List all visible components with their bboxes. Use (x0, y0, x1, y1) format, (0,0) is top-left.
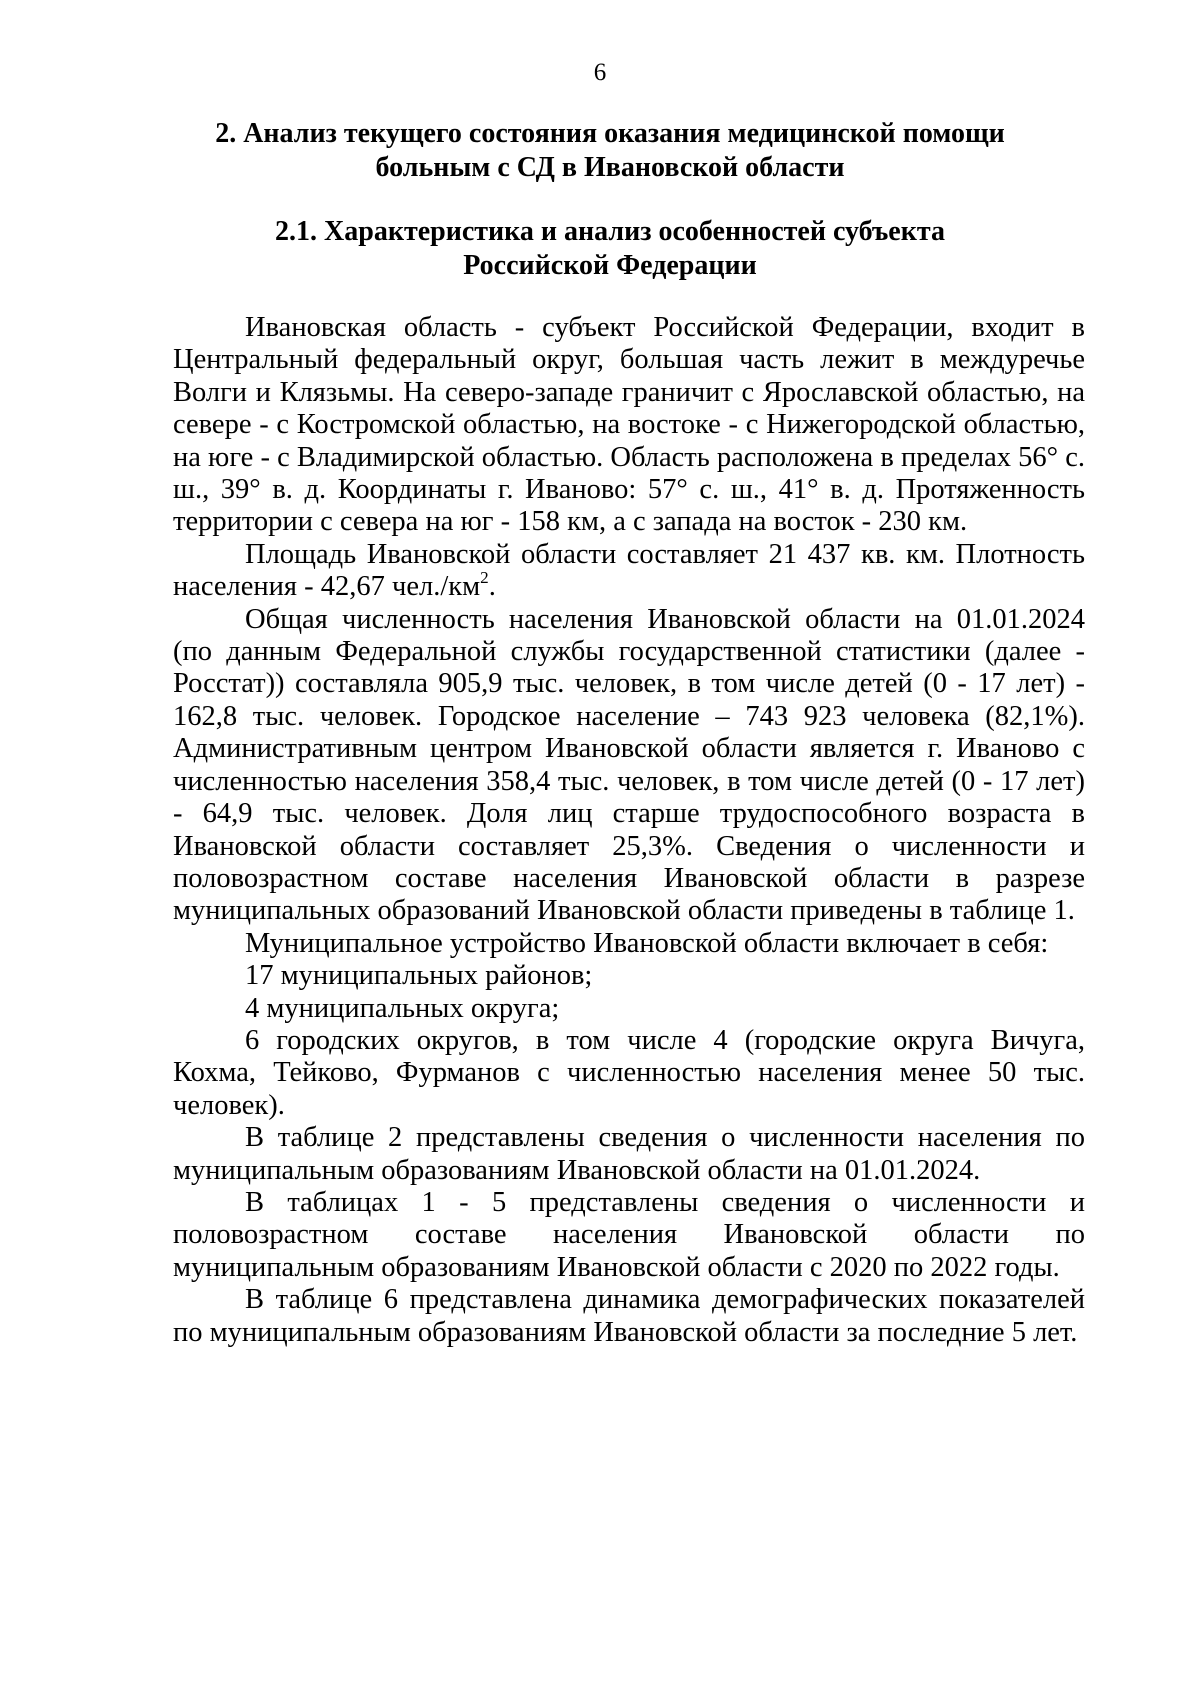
body-text (173, 312, 1085, 1349)
list-item-municipal-okrugs: 4 муниципальных округа; (245, 992, 560, 1024)
paragraph-tables-1-5: В таблицах 1 - 5 представлены сведения о численности и половозрастном составе населения Ивановской области по муниципальным образованиям Ивановской области с 2020 по 2022 годы. (173, 1186, 1085, 1283)
paragraph-municipal-structure: Муниципальное устройство Ивановской области включает в себя: (245, 927, 1049, 959)
subsection-heading-line-1: 2.1. Характеристика и анализ особенностей субъекта (275, 216, 945, 247)
section-heading-line-1: 2. Анализ текущего состояния оказания медицинской помощи (215, 118, 1005, 149)
section-heading-line-2: больным с СД в Ивановской области (375, 152, 845, 183)
subsection-heading-line-2: Российской Федерации (463, 250, 757, 281)
list-item-city-okrugs: 6 городских округов, в том числе 4 (городские округа Вичуга, Кохма, Тейково, Фурманов с численностью населения менее 50 тыс. человек). (173, 1024, 1085, 1121)
superscript-square: 2 (480, 568, 489, 588)
paragraph-area-density-text: Площадь Ивановской области составляет 21 437 кв. км. Плотность населения - 42,67 чел./км (173, 538, 1085, 603)
paragraph-table-6: В таблице 6 представлена динамика демографических показателей по муниципальным образованиям Ивановской области за последние 5 лет. (173, 1284, 1085, 1348)
paragraph-population: Общая численность населения Ивановской области на 01.01.2024 (по данным Федеральной службы государственной статистики (далее - Росстат)) составляла 905,9 тыс. человек, в том числе детей (0 - 17 лет) - 162,8 тыс. человек. Городское население – 743 923 человека (82,1%). Административным центром Ивановской области является г. Иваново с численностью населения 358,4 тыс. человек, в том числе детей (0 - 17 лет) - 64,9 тыс. человек. Доля лиц старше трудоспособного возраста в Ивановской области составляет 25,3%. Сведения о численности и половозрастном составе населения Ивановской области в разрезе муниципальных образований Ивановской области приведены в таблице 1. (173, 603, 1085, 927)
paragraph-area-density (173, 539, 1085, 604)
paragraph-area-density-end: . (488, 571, 496, 603)
list-item-districts: 17 муниципальных районов; (245, 960, 593, 992)
paragraph-region-overview: Ивановская область - субъект Российской Федерации, входит в Центральный федеральный округ, большая часть лежит в междуречье Волги и Клязьмы. На северо-западе граничит с Ярославской областью, на севере - с Костромской областью, на востоке - с Нижегородской областью, на юге - с Владимирской областью. Область расположена в пределах 56° с. ш., 39° в. д. Координаты г. Иваново: 57° с. ш., 41° в. д. Протяженность территории с севера на юг - 158 км, а с запада на восток - 230 км. (173, 312, 1085, 538)
paragraph-table-2: В таблице 2 представлены сведения о численности населения по муниципальным образованиям Ивановской области на 01.01.2024. (173, 1122, 1085, 1186)
subsection-heading (160, 215, 1060, 283)
section-heading (160, 117, 1060, 185)
page-number: 6 (593, 59, 607, 86)
